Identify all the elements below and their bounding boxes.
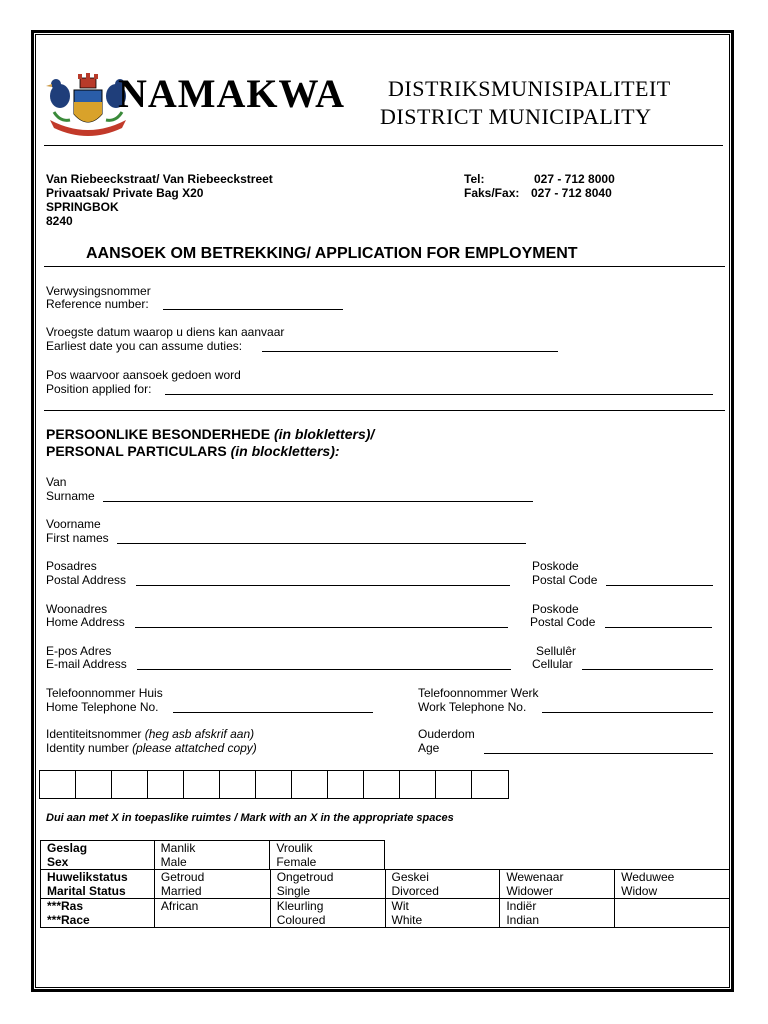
tel-value: 027 - 712 8000 [534,172,615,186]
title-underline [44,266,725,267]
mark-instruction: Dui aan met X in toepaslike ruimtes / Mark with an X in the appropriate spaces [46,812,454,824]
postal-code-field[interactable] [606,574,713,586]
earliest-date-label-en: Earliest date you can assume duties: [46,339,243,353]
id-digit-box[interactable] [328,771,364,798]
earliest-date-field[interactable] [262,340,558,352]
cellular-field[interactable] [582,658,713,670]
work-telephone-field[interactable] [542,701,713,713]
surname-label-en: Surname [46,489,95,503]
address-line-3: SPRINGBOK [46,200,119,214]
postal-address-label-af: Posadres [46,559,97,573]
first-names-label-af: Voorname [46,517,101,531]
home-address-label-af: Woonadres [46,602,108,616]
indian-option-cell[interactable]: Indiër Indian [500,899,615,928]
earliest-date-label-af: Vroegste datum waarop u diens kan aanvaar [46,325,285,339]
marital-race-table [40,869,730,928]
home-telephone-label-af: Telefoonnommer Huis [46,686,163,700]
identity-number-boxes[interactable] [39,770,509,799]
african-option-cell[interactable]: African [154,899,270,928]
home-address-field[interactable] [135,616,508,628]
id-digit-box[interactable] [292,771,328,798]
home-postal-code-label-af: Poskode [532,602,579,616]
personal-heading-en: PERSONAL PARTICULARS (in blockletters): [46,443,340,459]
sex-label-cell: Geslag Sex [41,841,155,870]
id-digit-box[interactable] [148,771,184,798]
work-telephone-label-en: Work Telephone No. [418,700,527,714]
email-label-af: E-pos Adres [46,644,112,658]
id-digit-box[interactable] [436,771,472,798]
postal-code-label-en: Postal Code [532,573,598,587]
male-option-cell[interactable]: Manlik Male [154,841,270,870]
reference-number-field[interactable] [163,298,343,310]
divorced-option-cell[interactable]: Geskei Divorced [385,870,500,899]
coloured-option-cell[interactable]: Kleurling Coloured [270,899,385,928]
postal-address-field[interactable] [136,574,510,586]
race-label-cell: ***Ras ***Race [41,899,155,928]
personal-heading-af: PERSOONLIKE BESONDERHEDE (in blokletters)/ [46,426,375,442]
age-label-en: Age [418,741,440,755]
header-divider [44,145,723,146]
form-title: AANSOEK OM BETREKKING/ APPLICATION FOR EMPLOYMENT [86,245,578,262]
address-line-1: Van Riebeeckstraat/ Van Riebeeckstreet [46,172,273,186]
work-telephone-label-af: Telefoonnommer Werk [418,686,539,700]
id-digit-box[interactable] [184,771,220,798]
fax-label: Faks/Fax: [464,186,520,200]
first-names-label-en: First names [46,531,109,545]
single-option-cell[interactable]: Ongetroud Single [270,870,385,899]
widow-option-cell[interactable]: Weduwee Widow [615,870,730,899]
postal-address-label-en: Postal Address [46,573,127,587]
email-label-en: E-mail Address [46,657,127,671]
home-address-label-en: Home Address [46,615,125,629]
position-field[interactable] [165,383,713,395]
tel-label: Tel: [464,172,485,186]
sex-table [40,840,385,870]
email-field[interactable] [137,658,511,670]
section-divider [44,410,725,411]
home-postal-code-label-en: Postal Code [530,615,596,629]
id-digit-box[interactable] [400,771,436,798]
age-field[interactable] [484,742,713,754]
header-title-en: DISTRICT MUNICIPALITY [380,104,652,129]
id-digit-box[interactable] [256,771,292,798]
id-digit-box[interactable] [472,771,508,798]
logo-wordmark: NAMAKWA [118,71,345,116]
home-telephone-label-en: Home Telephone No. [46,700,159,714]
surname-label-af: Van [46,475,67,489]
postal-code-label-af: Poskode [532,559,579,573]
cellular-label-af: Sellulêr [536,644,577,658]
married-option-cell[interactable]: Getroud Married [154,870,270,899]
cellular-label-en: Cellular [532,657,573,671]
white-option-cell[interactable]: Wit White [385,899,500,928]
home-postal-code-field[interactable] [605,616,712,628]
identity-label-en: Identity number (please attatched copy) [46,741,257,755]
position-label-af: Pos waarvoor aansoek gedoen word [46,368,241,382]
widower-option-cell[interactable]: Wewenaar Widower [500,870,615,899]
address-line-2: Privaatsak/ Private Bag X20 [46,186,204,200]
id-digit-box[interactable] [76,771,112,798]
id-digit-box[interactable] [364,771,400,798]
age-label-af: Ouderdom [418,727,475,741]
address-line-4: 8240 [46,214,73,228]
empty-option-cell[interactable] [615,899,730,928]
position-label-en: Position applied for: [46,382,152,396]
reference-label-af: Verwysingsnommer [46,284,151,298]
reference-label-en: Reference number: [46,297,149,311]
id-digit-box[interactable] [112,771,148,798]
first-names-field[interactable] [117,532,526,544]
id-digit-box[interactable] [40,771,76,798]
surname-field[interactable] [103,490,533,502]
fax-value: 027 - 712 8040 [531,186,612,200]
header-title-af: DISTRIKSMUNISIPALITEIT [388,76,671,101]
identity-label-af: Identiteitsnommer (heg asb afskrif aan) [46,727,255,741]
female-option-cell[interactable]: Vroulik Female [270,841,385,870]
home-telephone-field[interactable] [173,701,373,713]
id-digit-box[interactable] [220,771,256,798]
marital-label-cell: Huwelikstatus Marital Status [41,870,155,899]
